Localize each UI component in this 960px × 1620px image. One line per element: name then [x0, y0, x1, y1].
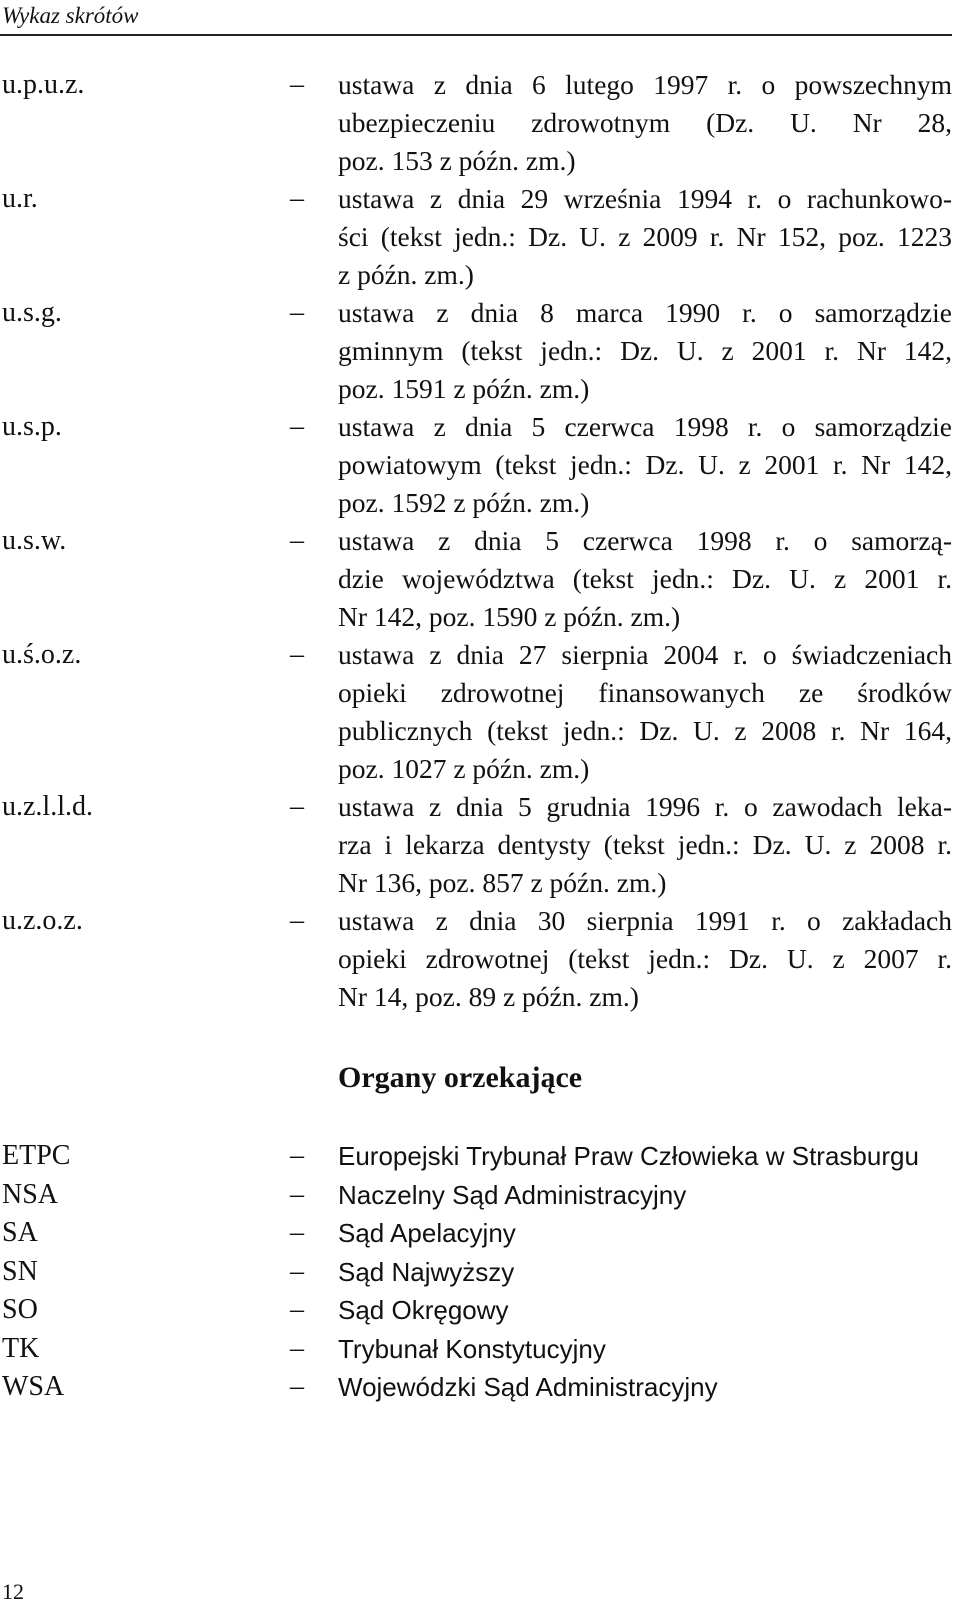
- entry-dash: –: [290, 1294, 304, 1325]
- description-line: ści (tekst jedn.: Dz. U. z 2009 r. Nr 152, poz. 1223: [338, 221, 952, 252]
- description-line: ustawa z dnia 5 czerwca 1998 r. o samorzą-: [338, 525, 952, 556]
- description-line: rza i lekarza dentysty (tekst jedn.: Dz. U. z 2008 r.: [338, 829, 952, 860]
- court-name: Naczelny Sąd Administracyjny: [338, 1179, 687, 1210]
- court-abbreviation: NSA: [2, 1178, 59, 1210]
- abbreviation-description: [338, 902, 952, 1016]
- abbreviation-term: u.s.p.: [2, 411, 62, 442]
- abbreviation-term: u.ś.o.z.: [2, 639, 82, 670]
- entry-dash: –: [290, 1255, 304, 1287]
- abbreviation-term: u.z.o.z.: [2, 905, 83, 936]
- court-abbreviation: TK: [2, 1332, 40, 1364]
- description-line: opieki zdrowotnej finansowanych ze środków: [338, 677, 952, 708]
- entry-dash: –: [290, 1217, 304, 1248]
- abbreviation-entry: [0, 294, 952, 408]
- abbreviation-entry: [0, 408, 952, 522]
- description-line: poz. 1591 z późn. zm.): [338, 373, 590, 404]
- abbreviation-description: [338, 522, 952, 636]
- description-line: poz. 153 z późn. zm.): [338, 145, 576, 176]
- court-abbreviation: SA: [2, 1217, 38, 1248]
- abbreviation-term: u.p.u.z.: [2, 69, 85, 100]
- abbreviation-term: u.r.: [2, 183, 38, 214]
- abbreviation-description: [338, 294, 952, 408]
- description-line: ustawa z dnia 27 sierpnia 2004 r. o świadczeniach: [338, 639, 952, 670]
- abbreviation-description: [338, 66, 952, 180]
- courts-list: [0, 1137, 952, 1407]
- description-line: ustawa z dnia 29 września 1994 r. o rachunkowo-: [338, 183, 952, 214]
- court-entry: [0, 1368, 952, 1407]
- court-abbreviation: SO: [2, 1294, 38, 1325]
- entry-dash: –: [290, 183, 304, 214]
- court-entry: [0, 1137, 952, 1176]
- description-line: Nr 136, poz. 857 z późn. zm.): [338, 867, 667, 898]
- court-entry: [0, 1253, 952, 1292]
- description-line: ubezpieczeniu zdrowotnym (Dz. U. Nr 28,: [338, 107, 952, 138]
- entry-dash: –: [290, 639, 304, 670]
- description-line: z późn. zm.): [338, 259, 474, 290]
- entry-dash: –: [290, 791, 304, 822]
- court-abbreviation: SN: [2, 1255, 38, 1287]
- court-name: Wojewódzki Sąd Administracyjny: [338, 1372, 718, 1402]
- running-header: [0, 0, 952, 36]
- description-line: ustawa z dnia 8 marca 1990 r. o samorządzie: [338, 297, 952, 328]
- court-abbreviation: ETPC: [2, 1140, 71, 1171]
- abbreviation-entry: [0, 636, 952, 788]
- description-line: ustawa z dnia 6 lutego 1997 r. o powszechnym: [338, 69, 952, 100]
- entry-dash: –: [290, 1140, 304, 1171]
- court-entry: [0, 1176, 952, 1215]
- description-line: publicznych (tekst jedn.: Dz. U. z 2008 r. Nr 164,: [338, 715, 952, 746]
- entry-dash: –: [290, 1371, 304, 1402]
- court-entry: [0, 1330, 952, 1369]
- entry-dash: –: [290, 411, 304, 442]
- abbreviation-description: [338, 180, 952, 294]
- entry-dash: –: [290, 905, 304, 936]
- abbreviation-entry: [0, 180, 952, 294]
- section-heading: Organy orzekające: [338, 1061, 583, 1094]
- description-line: ustawa z dnia 5 czerwca 1998 r. o samorządzie: [338, 411, 952, 442]
- description-line: Nr 14, poz. 89 z późn. zm.): [338, 981, 639, 1012]
- court-name: Sąd Najwyższy: [338, 1256, 515, 1287]
- description-line: dzie województwa (tekst jedn.: Dz. U. z 2001 r.: [338, 563, 952, 594]
- abbreviation-entry: [0, 902, 952, 1016]
- description-line: ustawa z dnia 5 grudnia 1996 r. o zawodach leka-: [338, 791, 952, 822]
- court-entry: [0, 1291, 952, 1330]
- abbreviation-term: u.s.g.: [2, 297, 62, 328]
- entry-dash: –: [290, 69, 304, 100]
- court-entry: [0, 1214, 952, 1253]
- description-line: ustawa z dnia 30 sierpnia 1991 r. o zakładach: [338, 905, 952, 936]
- description-line: opieki zdrowotnej (tekst jedn.: Dz. U. z 2007 r.: [338, 943, 952, 974]
- running-head-title: Wykaz skrótów: [2, 3, 139, 28]
- description-line: gminnym (tekst jedn.: Dz. U. z 2001 r. Nr 142,: [338, 335, 952, 366]
- entry-dash: –: [290, 525, 304, 556]
- description-line: powiatowym (tekst jedn.: Dz. U. z 2001 r. Nr 142,: [338, 449, 952, 480]
- court-name: Sąd Apelacyjny: [338, 1218, 516, 1248]
- abbreviation-entry: [0, 66, 952, 180]
- page-number: 12: [2, 1579, 24, 1604]
- abbreviation-term: u.s.w.: [2, 525, 67, 556]
- description-line: Nr 142, poz. 1590 z późn. zm.): [338, 601, 681, 632]
- court-name: Trybunał Konstytucyjny: [338, 1333, 606, 1364]
- court-abbreviation: WSA: [2, 1371, 65, 1402]
- abbreviation-description: [338, 788, 952, 902]
- court-name: Sąd Okręgowy: [338, 1295, 509, 1325]
- description-line: poz. 1592 z późn. zm.): [338, 487, 590, 518]
- abbreviation-description: [338, 636, 952, 788]
- entry-dash: –: [290, 1332, 304, 1364]
- entry-dash: –: [290, 297, 304, 328]
- abbreviation-entry: [0, 522, 952, 636]
- abbreviation-entry: [0, 788, 952, 902]
- abbreviation-term: u.z.l.l.d.: [2, 791, 93, 822]
- abbreviation-description: [338, 408, 952, 522]
- court-name: Europejski Trybunał Praw Człowieka w Strasburgu: [338, 1141, 919, 1171]
- entry-dash: –: [290, 1178, 304, 1210]
- description-line: poz. 1027 z późn. zm.): [338, 753, 590, 784]
